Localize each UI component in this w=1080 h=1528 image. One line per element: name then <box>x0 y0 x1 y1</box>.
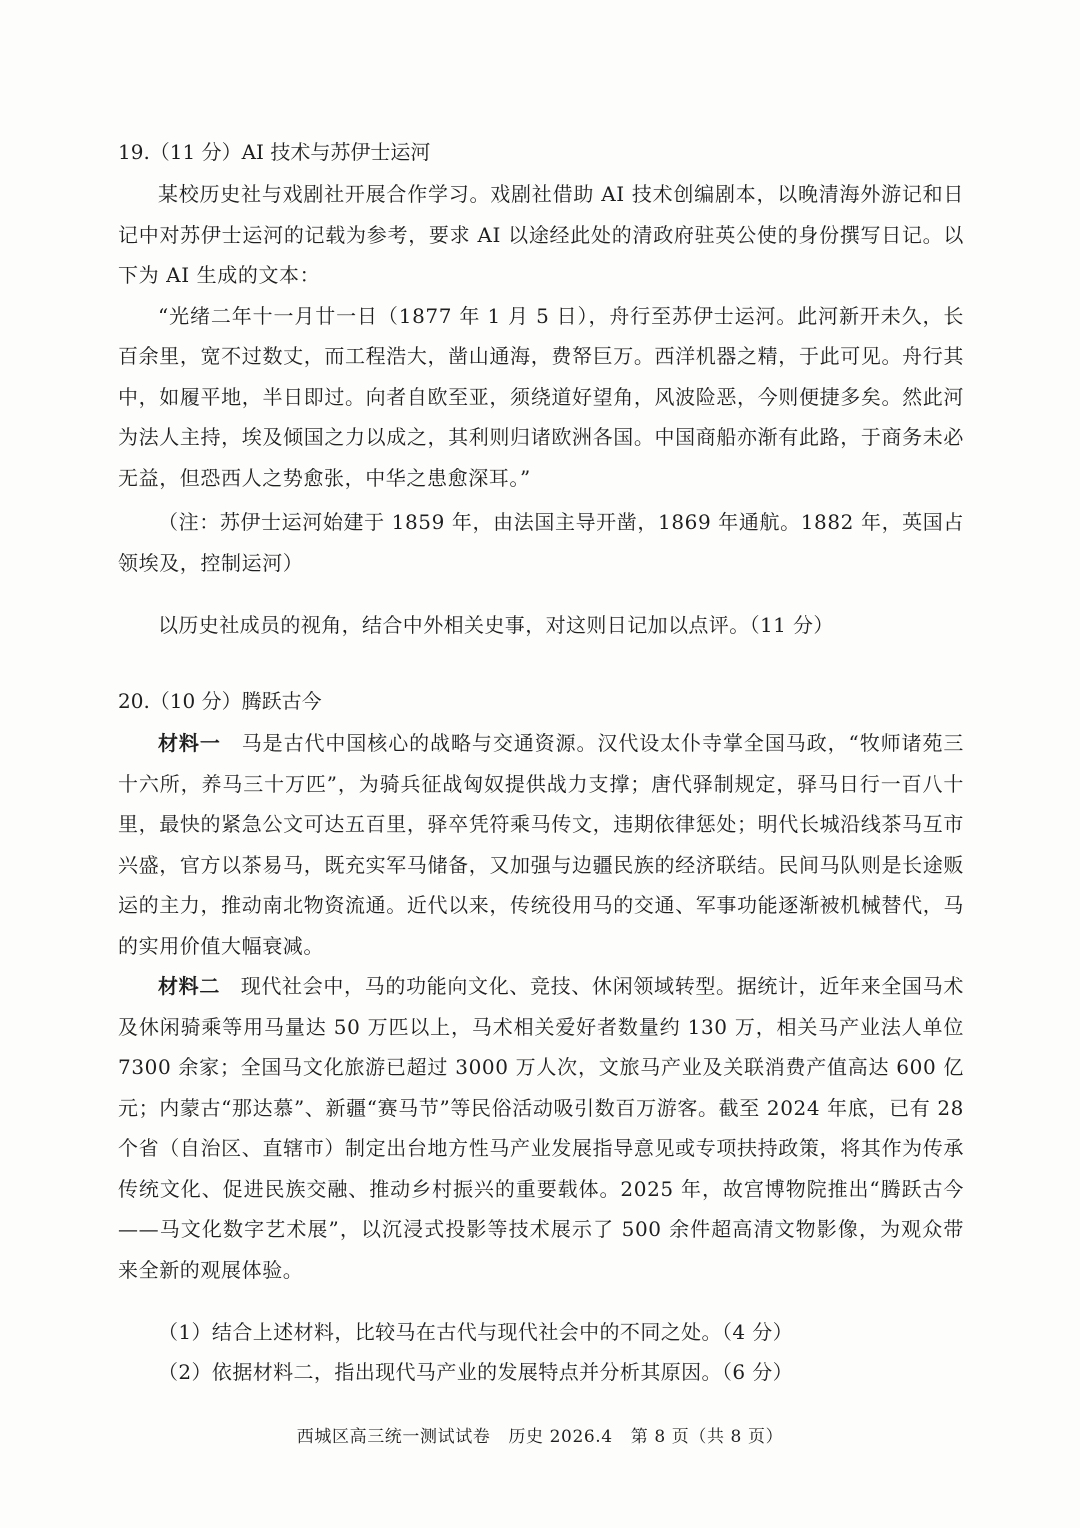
material-1 <box>118 723 964 966</box>
question-19-intro: 某校历史社与戏剧社开展合作学习。戏剧社借助 AI 技术创编剧本，以晚清海外游记和日记中对苏伊士运河的记载为参考，要求 AI 以途经此处的清政府驻英公使的身份撰写日记。以下为 AI 生成的文本： <box>118 182 964 287</box>
footer-subject: 历史 2026.4 <box>508 1427 613 1447</box>
material-2-label: 材料二 <box>158 974 221 998</box>
question-19-title: 19.（11 分）AI 技术与苏伊士运河 <box>118 140 431 164</box>
question-19 <box>118 136 964 645</box>
page-footer <box>0 1425 1080 1449</box>
material-2 <box>118 966 964 1290</box>
question-19-note: （注：苏伊士运河始建于 1859 年，由法国主导开凿，1869 年通航。1882 年，英国占领埃及，控制运河） <box>118 510 964 575</box>
material-1-text: 马是古代中国核心的战略与交通资源。汉代设太仆寺掌全国马政，“牧师诸苑三十六所，养马三十万匹”，为骑兵征战匈奴提供战力支撑；唐代驿制规定，驿马日行一百八十里，最快的紧急公文可达五百里，驿卒凭符乘马传文，违期依律惩处；明代长城沿线茶马互市兴盛，官方以茶易马，既充实军马储备，又加强与边疆民族的经济联结。民间马队则是长途贩运的主力，推动南北物资流通。近代以来，传统役用马的交通、军事功能逐渐被机械替代，马的实用价值大幅衰减。 <box>118 731 964 958</box>
question-20-task-2: （2）依据材料二，指出现代马产业的发展特点并分析其原因。（6 分） <box>158 1360 794 1384</box>
question-20-task-1: （1）结合上述材料，比较马在古代与现代社会中的不同之处。（4 分） <box>158 1320 794 1344</box>
question-19-task: 以历史社成员的视角，结合中外相关史事，对这则日记加以点评。（11 分） <box>158 613 834 637</box>
page-content <box>118 136 964 1392</box>
footer-exam-name: 西城区高三统一测试试卷 <box>296 1427 491 1447</box>
material-2-text: 现代社会中，马的功能向文化、竞技、休闲领域转型。据统计，近年来全国马术及休闲骑乘等用马量达 50 万匹以上，马术相关爱好者数量约 130 万，相关马产业法人单位 7300 余家；全国马文化旅游已超过 3000 万人次，文旅马产业及关联消费产值高达 600 亿元；内蒙古“那达慕”、新疆“赛马节”等民俗活动吸引数百万游客。截至 2024 年底，已有 28 个省（自治区、直辖市）制定出台地方性马产业发展指导意见或专项扶持政策，将其作为传承传统文化、促进民族交融、推动乡村振兴的重要载体。2025 年，故宫博物院推出“腾跃古今——马文化数字艺术展”，以沉浸式投影等技术展示了 500 余件超高清文物影像，为观众带来全新的观展体验。 <box>118 974 964 1282</box>
question-19-diary-text: “光绪二年十一月廿一日（1877 年 1 月 5 日），舟行至苏伊士运河。此河新开未久，长百余里，宽不过数丈，而工程浩大，凿山通海，费帑巨万。西洋机器之精，于此可见。舟行其中，如履平地，半日即过。向者自欧至亚，须绕道好望角，风波险恶，今则便捷多矣。然此河为法人主持，埃及倾国之力以成之，其利则归诸欧洲各国。中国商船亦渐有此路，于商务未必无益，但恐西人之势愈张，中华之患愈深耳。” <box>118 303 964 490</box>
question-20-title: 20.（10 分）腾跃古今 <box>118 689 322 713</box>
question-20 <box>118 685 964 1392</box>
footer-page-number: 第 8 页（共 8 页） <box>630 1427 784 1447</box>
material-1-label: 材料一 <box>158 731 221 755</box>
